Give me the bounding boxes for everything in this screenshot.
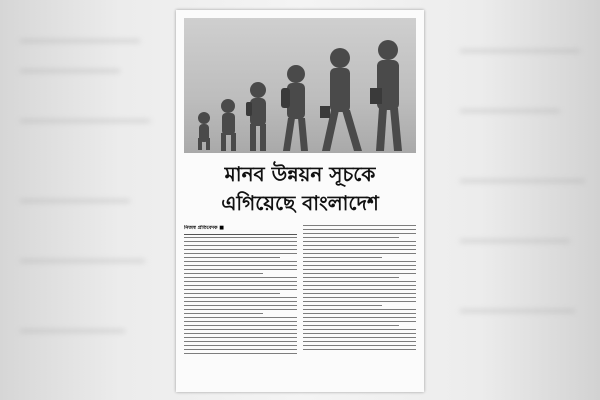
toddler-silhouette-icon <box>221 99 236 151</box>
blurred-background-right <box>430 0 600 400</box>
byline: নিজস্ব প্রতিবেদক ■ <box>184 225 297 235</box>
blurred-background-left <box>0 0 170 400</box>
baby-silhouette-icon <box>198 112 210 150</box>
elder-silhouette-icon <box>370 40 402 151</box>
teen-silhouette-icon <box>281 65 308 151</box>
article-body <box>184 225 416 385</box>
article-column-right <box>303 225 416 385</box>
newspaper-clipping <box>176 10 424 392</box>
headline-line-1: মানব উন্নয়ন সূচকে <box>224 162 376 186</box>
adult-silhouette-icon <box>320 48 362 151</box>
evolution-photo <box>184 18 416 153</box>
article-column-left <box>184 225 297 385</box>
child-silhouette-icon <box>246 82 266 151</box>
headline-line-2: এগিয়েছে বাংলাদেশ <box>221 191 379 215</box>
